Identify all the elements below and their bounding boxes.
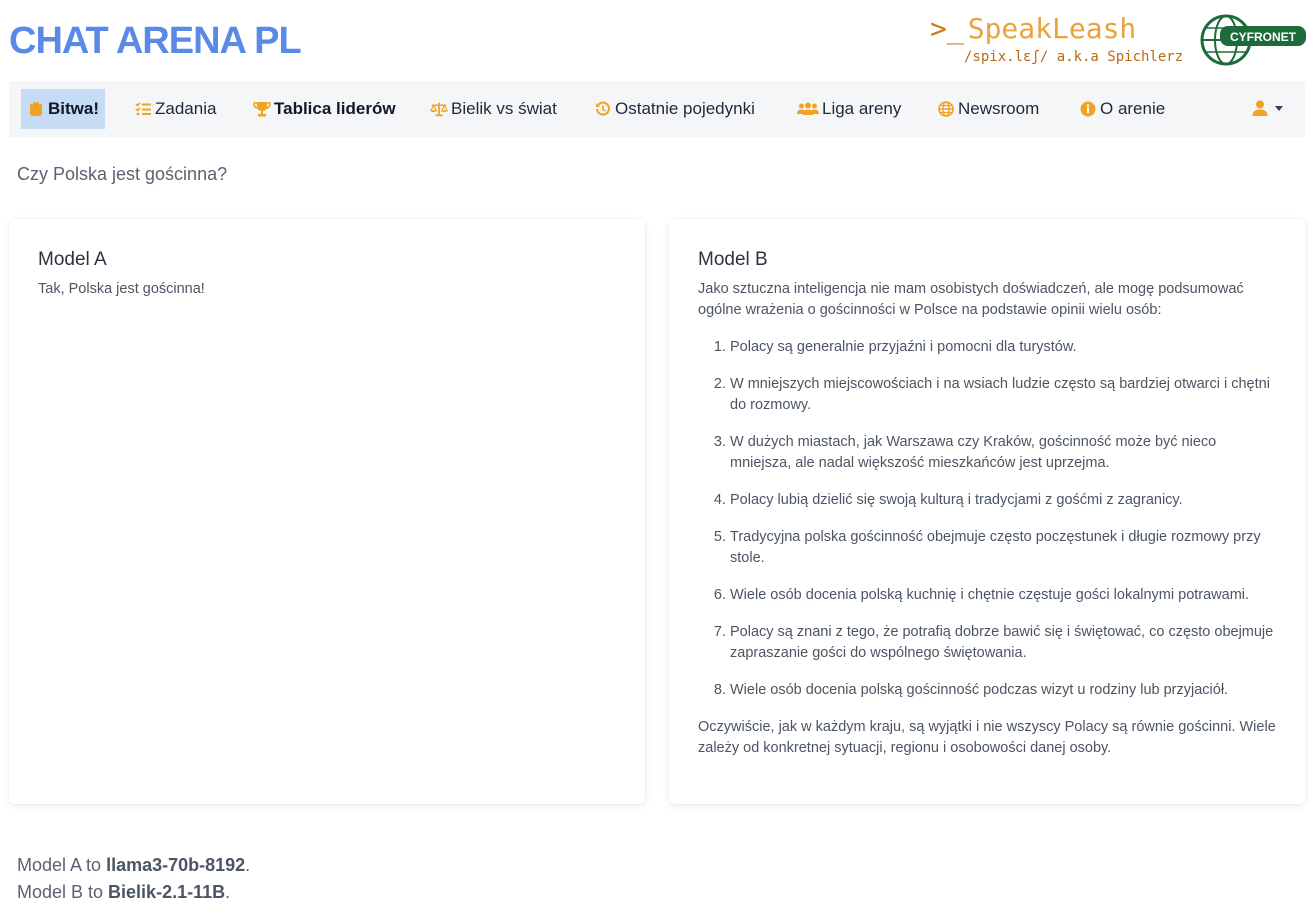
speakleash-prompt: >_ bbox=[930, 12, 964, 45]
model-reveal bbox=[17, 852, 250, 906]
user-menu-dropdown[interactable] bbox=[1251, 99, 1283, 117]
globe-icon bbox=[937, 100, 955, 118]
speakleash-name: SpeakLeash bbox=[967, 12, 1137, 45]
list-item: 5. Tradycyjna polska gościnność obejmuje często poczęstunek i długie rozmowy przy stole. bbox=[730, 527, 1277, 569]
model-b-reveal-prefix: Model B to bbox=[17, 882, 109, 902]
nav-label-o-arenie: O arenie bbox=[1100, 99, 1166, 118]
model-a-name: llama3-70b-8192 bbox=[106, 855, 246, 875]
prompt-question: Czy Polska jest gościnna? bbox=[17, 164, 228, 184]
nav-item-o-arenie[interactable] bbox=[1073, 89, 1171, 129]
trophy-icon bbox=[253, 100, 271, 118]
model-a-response bbox=[38, 279, 617, 300]
model-a-title: Model A bbox=[38, 249, 107, 270]
model-b-response bbox=[698, 279, 1277, 759]
model-b-reveal bbox=[17, 879, 250, 906]
nav-item-liga-areny[interactable] bbox=[791, 89, 907, 129]
list-item: 4. Polacy lubią dzielić się swoją kulturą i tradycjami z gośćmi z zagranicy. bbox=[730, 490, 1277, 511]
main-navbar bbox=[9, 81, 1305, 137]
list-item: 8. Wiele osób docenia polską gościnność podczas wizyt u rodziny lub przyjaciół. bbox=[730, 680, 1277, 701]
list-item: 6. Wiele osób docenia polską kuchnię i chętnie częstuje gości lokalnymi potrawami. bbox=[730, 585, 1277, 606]
nav-item-zadania[interactable] bbox=[128, 89, 222, 129]
fist-icon bbox=[27, 100, 45, 118]
nav-item-bielik-vs-swiat[interactable] bbox=[424, 89, 563, 129]
model-b-intro: Jako sztuczna inteligencja nie mam osobistych doświadczeń, ale mogę podsumować ogólne wrażenia o gościnności w Polsce na podstawie opinii wielu osób: bbox=[698, 281, 1244, 318]
speakleash-logo[interactable] bbox=[930, 12, 1200, 72]
model-a-card bbox=[9, 219, 645, 804]
chevron-down-icon bbox=[1275, 106, 1283, 111]
model-b-title: Model B bbox=[698, 249, 768, 270]
nav-label-zadania: Zadania bbox=[155, 99, 217, 118]
list-item: 3. W dużych miastach, jak Warszawa czy Kraków, gościnność może być nieco mniejsza, ale nadal większość mieszkańców jest uprzejma. bbox=[730, 432, 1277, 474]
model-b-card bbox=[669, 219, 1305, 804]
nav-item-ostatnie-pojedynki[interactable] bbox=[588, 89, 761, 129]
speakleash-subtitle: /spix.lɛʃ/ a.k.a Spichlerz bbox=[964, 49, 1184, 65]
cyfronet-logo[interactable] bbox=[1198, 14, 1308, 66]
users-icon bbox=[797, 100, 819, 118]
model-b-outro: Oczywiście, jak w każdym kraju, są wyjątki i nie wszyscy Polacy są równie gościnni. Wiele zależy od konkretnej sytuacji, regionu i osobowości danej osoby. bbox=[698, 719, 1276, 756]
scale-icon bbox=[430, 100, 448, 118]
model-b-reveal-suffix: . bbox=[225, 882, 231, 902]
nav-label-ostatnie-pojedynki: Ostatnie pojedynki bbox=[615, 99, 755, 118]
model-a-reveal-prefix: Model A to bbox=[17, 855, 107, 875]
user-icon bbox=[1251, 99, 1269, 117]
nav-item-bitwa[interactable] bbox=[21, 89, 105, 129]
nav-label-bitwa: Bitwa! bbox=[48, 99, 99, 118]
model-b-list bbox=[730, 337, 1277, 701]
history-icon bbox=[594, 100, 612, 118]
brand-title[interactable]: CHAT ARENA PL bbox=[9, 20, 301, 62]
list-item: 7. Polacy są znani z tego, że potrafią dobrze bawić się i świętować, co często obejmuje zapraszanie gości do wspólnego świętowania. bbox=[730, 622, 1277, 664]
task-list-icon bbox=[134, 100, 152, 118]
info-icon bbox=[1079, 100, 1097, 118]
nav-item-tablica-liderow[interactable] bbox=[247, 89, 402, 129]
nav-label-newsroom: Newsroom bbox=[958, 99, 1040, 118]
list-item: 2. W mniejszych miejscowościach i na wsiach ludzie często są bardziej otwarci i chętni do rozmowy. bbox=[730, 374, 1277, 416]
nav-label-tablica-liderow: Tablica liderów bbox=[274, 99, 396, 118]
nav-item-newsroom[interactable] bbox=[931, 89, 1045, 129]
nav-label-liga-areny: Liga areny bbox=[822, 99, 902, 118]
model-a-reveal bbox=[17, 852, 250, 879]
model-a-answer: Tak, Polska jest gościnna! bbox=[38, 281, 205, 297]
cyfronet-label: CYFRONET bbox=[1230, 30, 1296, 44]
list-item: 1. Polacy są generalnie przyjaźni i pomocni dla turystów. bbox=[730, 337, 1277, 358]
nav-label-bielik-vs-swiat: Bielik vs świat bbox=[451, 99, 557, 118]
model-b-name: Bielik-2.1-11B bbox=[108, 882, 226, 902]
model-a-reveal-suffix: . bbox=[245, 855, 251, 875]
